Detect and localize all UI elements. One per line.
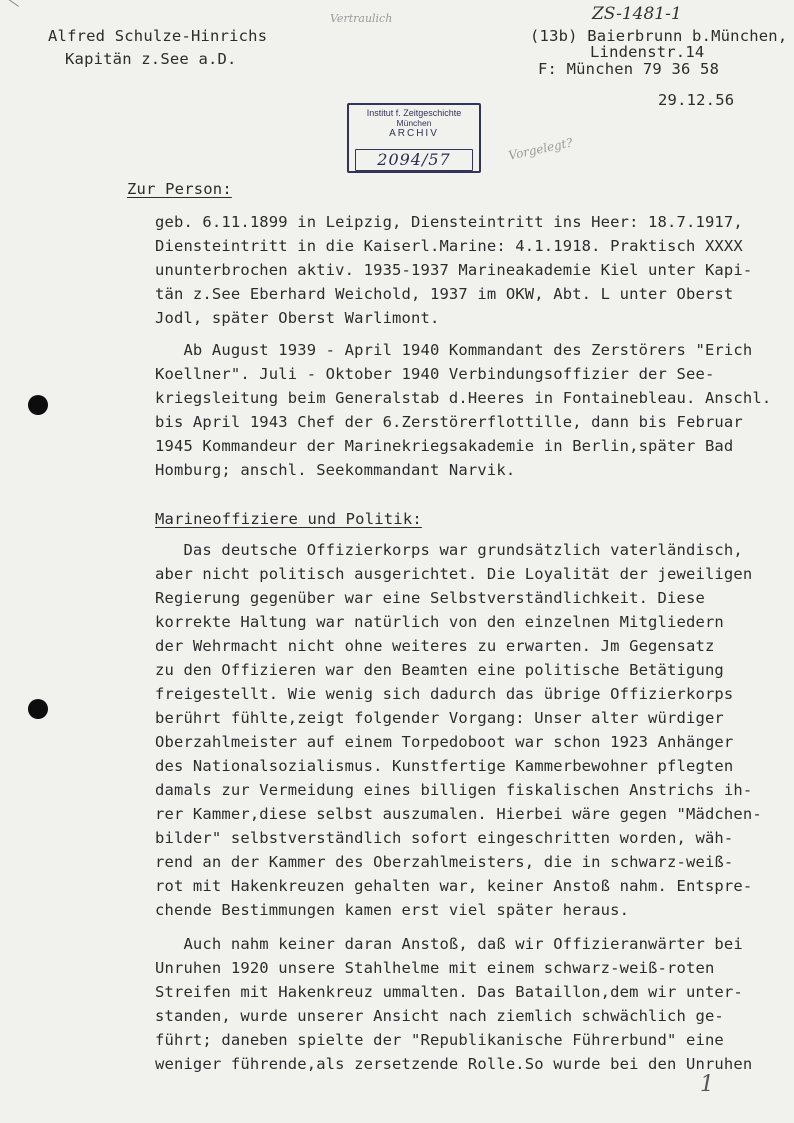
stamp-number: 2094/57 bbox=[355, 149, 473, 171]
text-line: freigestellt. Wie wenig sich dadurch das übrige Offizierkorps bbox=[155, 685, 734, 703]
text-line: aber nicht politisch ausgerichtet. Die Loyalität der jeweiligen bbox=[155, 565, 753, 583]
text-line: chende Bestimmungen kamen erst viel später heraus. bbox=[155, 901, 630, 919]
text-line: kriegsleitung beim Generalstab d.Heeres in Fontainebleau. Anschl. bbox=[155, 389, 772, 407]
text-line: Diensteintritt in die Kaiserl.Marine: 4.1.1918. Praktisch XXXX bbox=[155, 237, 743, 255]
address-line-1: (13b) Baierbrunn b.München, bbox=[530, 27, 788, 45]
text-line: Oberzahlmeister auf einem Torpedoboot war schon 1923 Anhänger bbox=[155, 733, 734, 751]
text-line: geb. 6.11.1899 in Leipzig, Diensteintritt ins Heer: 18.7.1917, bbox=[155, 213, 743, 231]
text-line: des Nationalsozialismus. Kunstfertige Kammerbewohner pflegten bbox=[155, 757, 734, 775]
text-line: berührt fühlte,zeigt folgender Vorgang: Unser alter würdiger bbox=[155, 709, 724, 727]
page-number-mark: 1 bbox=[700, 1072, 714, 1097]
author-title: Kapitän z.See a.D. bbox=[65, 50, 237, 68]
text-line: damals zur Vermeidung eines billigen fiskalischen Anstrichs ih- bbox=[155, 781, 753, 799]
text-line: Jodl, später Oberst Warlimont. bbox=[155, 309, 440, 327]
text-line: standen, wurde unserer Ansicht nach ziemlich schwächlich ge- bbox=[155, 1007, 724, 1025]
text-line: Ab August 1939 - April 1940 Kommandant des Zerstörers "Erich bbox=[155, 341, 753, 359]
text-line: führt; daneben spielte der "Republikanische Führerbund" eine bbox=[155, 1031, 724, 1049]
address-line-2: Lindenstr.14 bbox=[590, 43, 705, 61]
text-line: ununterbrochen aktiv. 1935-1937 Marineakademie Kiel unter Kapi- bbox=[155, 261, 753, 279]
phone-number: F: München 79 36 58 bbox=[538, 60, 720, 78]
text-line: tän z.See Eberhard Weichold, 1937 im OKW, Abt. L unter Oberst bbox=[155, 285, 734, 303]
text-line: der Wehrmacht nicht ohne weiteres zu erwarten. Jm Gegensatz bbox=[155, 637, 715, 655]
text-line: bis April 1943 Chef der 6.Zerstörerflottille, dann bis Februar bbox=[155, 413, 743, 431]
section-heading-marineoffiziere: Marineoffiziere und Politik: bbox=[155, 510, 422, 528]
text-line: Unruhen 1920 unsere Stahlhelme mit einem schwarz-weiß-roten bbox=[155, 959, 715, 977]
text-line: Regierung gegenüber war eine Selbstverständlichkeit. Diese bbox=[155, 589, 705, 607]
text-line: Auch nahm keiner daran Anstoß, daß wir Offizieranwärter bei bbox=[155, 935, 743, 953]
stamp-city: München bbox=[396, 118, 432, 128]
author-name: Alfred Schulze-Hinrichs bbox=[48, 27, 268, 45]
archive-reference-note: ZS-1481-1 bbox=[592, 4, 682, 24]
punch-hole-bottom bbox=[28, 699, 48, 719]
text-line: rot mit Hakenkreuzen gehalten war, keiner Anstoß nahm. Entspre- bbox=[155, 877, 753, 895]
stamp-institution: Institut f. Zeitgeschichte bbox=[366, 108, 462, 118]
top-handwritten-note: Vertraulich bbox=[330, 12, 393, 25]
section-heading-zur-person: Zur Person: bbox=[127, 180, 232, 198]
text-line: Homburg; anschl. Seekommandant Narvik. bbox=[155, 461, 516, 479]
side-handwritten-note: Vorgelegt? bbox=[507, 135, 574, 163]
punch-hole-top bbox=[28, 395, 48, 415]
text-line: rend an der Kammer des Oberzahlmeisters, die in schwarz-weiß- bbox=[155, 853, 734, 871]
text-line: zu den Offizieren war den Beamten eine politische Betätigung bbox=[155, 661, 724, 679]
text-line: rer Kammer,diese selbst auszumalen. Hierbei wäre gegen "Mädchen- bbox=[155, 805, 762, 823]
corner-mark bbox=[7, 0, 19, 7]
text-line: Das deutsche Offizierkorps war grundsätzlich vaterländisch, bbox=[155, 541, 743, 559]
stamp-label: ARCHIV bbox=[389, 128, 439, 139]
text-line: 1945 Kommandeur der Marinekriegsakademie in Berlin,später Bad bbox=[155, 437, 734, 455]
text-line: bilder" selbstverständlich sofort eingeschritten worden, wäh- bbox=[155, 829, 734, 847]
text-line: Streifen mit Hakenkreuz ummalten. Das Bataillon,dem wir unter- bbox=[155, 983, 743, 1001]
text-line: Koellner". Juli - Oktober 1940 Verbindungsoffizier der See- bbox=[155, 365, 715, 383]
letter-date: 29.12.56 bbox=[658, 91, 735, 109]
text-line: weniger führende,als zersetzende Rolle.So wurde bei den Unruhen bbox=[155, 1055, 753, 1073]
text-line: korrekte Haltung war natürlich von den einzelnen Mitgliedern bbox=[155, 613, 724, 631]
archive-stamp bbox=[347, 103, 481, 173]
